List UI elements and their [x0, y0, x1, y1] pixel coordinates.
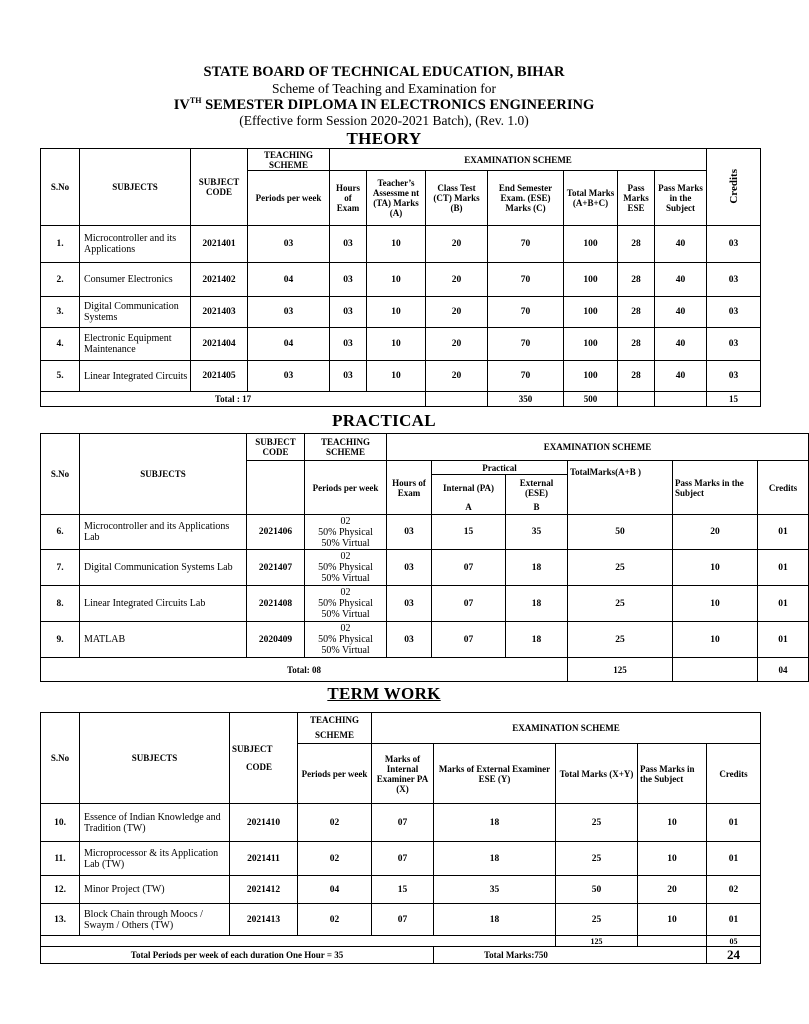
cell-pass: 20	[673, 515, 758, 550]
cell-internal: 07	[432, 586, 506, 622]
cell-code: 2021401	[191, 226, 248, 263]
teach-periods: 02	[340, 587, 351, 598]
cell-code: 2021413	[230, 904, 298, 936]
th-periods: Periods per week	[305, 461, 387, 515]
cell-credits: 03	[707, 263, 761, 297]
cell-credits: 01	[758, 622, 809, 658]
th-code	[230, 713, 298, 804]
cell-sno: 9.	[41, 622, 80, 658]
cell-pass: 10	[673, 586, 758, 622]
theory-title: THEORY	[346, 129, 422, 148]
total-ese: 350	[488, 392, 564, 407]
cell-external: 18	[506, 622, 568, 658]
cell-subject: Linear Integrated Circuits Lab	[80, 586, 247, 622]
th-exam: EXAMINATION SCHEME	[330, 149, 707, 171]
subtotal-credits: 05	[707, 936, 761, 947]
table-row	[41, 804, 761, 842]
cell-credits: 03	[707, 328, 761, 361]
cell-total: 25	[556, 842, 638, 876]
cell-pass: 20	[638, 876, 707, 904]
th-external-letter: B	[506, 501, 568, 515]
effective-session: (Effective form Session 2020-2021 Batch), (Rev. 1.0)	[239, 113, 529, 128]
cell-teaching	[305, 622, 387, 658]
th-credits: Credits	[707, 744, 761, 804]
th-internal-letter: A	[432, 501, 506, 515]
cell-pass-ese: 28	[618, 263, 655, 297]
cell-ese: 70	[488, 297, 564, 328]
cell-external: 18	[506, 550, 568, 586]
th-external: Marks of External Examiner ESE (Y)	[434, 744, 556, 804]
cell-external: 18	[434, 804, 556, 842]
th-pass-subj: Pass Marks in the Subject	[655, 171, 707, 226]
subtotal-pass	[638, 936, 707, 947]
cell-subject: Digital Communication Systems	[80, 297, 191, 328]
th-internal: Internal (PA)	[432, 475, 506, 501]
table-row	[41, 586, 809, 622]
cell-hours: 03	[330, 226, 367, 263]
cell-internal: 07	[372, 904, 434, 936]
cell-subject: Electronic Equipment Maintenance	[80, 328, 191, 361]
th-subjects: SUBJECTS	[80, 149, 191, 226]
subtotal-blank	[41, 936, 556, 947]
teach-periods: 02	[340, 515, 351, 527]
th-internal: Marks of Internal Examiner PA (X)	[372, 744, 434, 804]
teach-periods: 02	[340, 623, 351, 634]
cell-code: 2021406	[247, 515, 305, 550]
cell-subject: Microcontroller and its Applications	[80, 226, 191, 263]
cell-internal: 07	[432, 622, 506, 658]
cell-sno: 1.	[41, 226, 80, 263]
cell-code: 2021412	[230, 876, 298, 904]
th-exam: EXAMINATION SCHEME	[372, 713, 761, 744]
th-hours: Hours of Exam	[387, 461, 432, 515]
teach-physical: 50% Physical	[318, 526, 373, 538]
cell-pass-ese: 28	[618, 328, 655, 361]
cell-hours: 03	[330, 361, 367, 392]
cell-total: 50	[568, 515, 673, 550]
th-teaching-bottom: SCHEME	[298, 728, 372, 744]
th-teaching-top: TEACHING	[298, 713, 372, 728]
cell-sno: 3.	[41, 297, 80, 328]
cell-periods: 02	[298, 842, 372, 876]
cell-ta: 10	[367, 297, 426, 328]
board-title: STATE BOARD OF TECHNICAL EDUCATION, BIHAR	[203, 64, 565, 80]
cell-code: 2021404	[191, 328, 248, 361]
cell-hours: 03	[387, 550, 432, 586]
cell-ta: 10	[367, 328, 426, 361]
cell-total: 25	[568, 550, 673, 586]
cell-total: 25	[556, 904, 638, 936]
cell-subject: Microcontroller and its Applications Lab	[80, 515, 247, 550]
cell-periods: 04	[248, 328, 330, 361]
cell-periods: 04	[248, 263, 330, 297]
th-teaching: TEACHING SCHEME	[248, 149, 330, 171]
subtotal-marks: 125	[556, 936, 638, 947]
cell-hours: 03	[387, 515, 432, 550]
teach-physical: 50% Physical	[318, 598, 373, 609]
total-row	[41, 658, 809, 682]
cell-subject: Essence of Indian Knowledge and Tradition (TW)	[80, 804, 230, 842]
th-periods: Periods per week	[248, 171, 330, 226]
semester-superscript: TH	[189, 96, 202, 105]
cell-ta: 10	[367, 226, 426, 263]
th-ct: Class Test (CT) Marks (B)	[426, 171, 488, 226]
cell-total: 100	[564, 361, 618, 392]
cell-credits: 03	[707, 361, 761, 392]
teach-virtual: 50% Virtual	[321, 645, 370, 656]
practical-table	[40, 433, 809, 682]
th-sno: S.No	[41, 434, 80, 515]
cell-sno: 11.	[41, 842, 80, 876]
table-row	[41, 842, 761, 876]
teach-virtual: 50% Virtual	[321, 609, 370, 620]
th-credits	[707, 149, 761, 226]
cell-subject: Block Chain through Moocs / Swaym / Others (TW)	[80, 904, 230, 936]
cell-external: 18	[506, 586, 568, 622]
table-row	[41, 263, 761, 297]
cell-total: 100	[564, 297, 618, 328]
table-row	[41, 328, 761, 361]
cell-pass-ese: 28	[618, 361, 655, 392]
cell-subject: MATLAB	[80, 622, 247, 658]
cell-code: 2021405	[191, 361, 248, 392]
teach-virtual: 50% Virtual	[321, 537, 370, 549]
cell-total: 100	[564, 328, 618, 361]
th-code-top: SUBJECT	[232, 744, 273, 754]
cell-pass-ese: 28	[618, 297, 655, 328]
th-exam: EXAMINATION SCHEME	[387, 434, 809, 461]
th-total: Total Marks (A+B+C)	[564, 171, 618, 226]
th-practical: Practical	[432, 461, 568, 475]
cell-sno: 7.	[41, 550, 80, 586]
cell-internal: 15	[432, 515, 506, 550]
credits-label: Credits	[727, 168, 740, 204]
semester-title	[0, 96, 768, 114]
th-subjects: SUBJECTS	[80, 713, 230, 804]
cell-sno: 8.	[41, 586, 80, 622]
th-sno: S.No	[41, 149, 80, 226]
subtotal-row	[41, 936, 761, 947]
th-code: SUBJECT CODE	[247, 434, 305, 461]
cell-ct: 20	[426, 297, 488, 328]
cell-teaching	[305, 586, 387, 622]
cell-credits: 02	[707, 876, 761, 904]
th-sno: S.No	[41, 713, 80, 804]
cell-credits: 03	[707, 226, 761, 263]
cell-code: 2021410	[230, 804, 298, 842]
cell-pass: 10	[673, 622, 758, 658]
table-row	[41, 361, 761, 392]
th-teaching: TEACHING SCHEME	[305, 434, 387, 461]
table-row	[41, 622, 809, 658]
cell-pass-subj: 40	[655, 361, 707, 392]
cell-sno: 6.	[41, 515, 80, 550]
total-row	[41, 392, 761, 407]
th-pass-ese: Pass Marks ESE	[618, 171, 655, 226]
cell-subject: Digital Communication Systems Lab	[80, 550, 247, 586]
cell-ese: 70	[488, 361, 564, 392]
cell-credits: 01	[707, 904, 761, 936]
cell-credits: 03	[707, 297, 761, 328]
cell-subject: Microprocessor & its Application Lab (TW)	[80, 842, 230, 876]
cell-ta: 10	[367, 263, 426, 297]
cell-total: 25	[568, 622, 673, 658]
cell-total: 25	[568, 586, 673, 622]
cell-internal: 15	[372, 876, 434, 904]
th-periods: Periods per week	[298, 744, 372, 804]
th-pass: Pass Marks in the Subject	[638, 744, 707, 804]
th-ta: Teacher’s Assessme nt (TA) Marks (A)	[367, 171, 426, 226]
th-ese: End Semester Exam. (ESE) Marks (C)	[488, 171, 564, 226]
cell-pass: 10	[638, 904, 707, 936]
cell-code: 2021407	[247, 550, 305, 586]
cell-code: 2021411	[230, 842, 298, 876]
total-label: Total : 17	[41, 392, 426, 407]
table-row	[41, 550, 809, 586]
cell-subject: Linear Integrated Circuits	[80, 361, 191, 392]
cell-subject: Minor Project (TW)	[80, 876, 230, 904]
cell-sno: 5.	[41, 361, 80, 392]
th-code-bottom: CODE	[246, 762, 273, 772]
cell-credits: 01	[758, 586, 809, 622]
cell-code: 2021402	[191, 263, 248, 297]
cell-ese: 70	[488, 226, 564, 263]
cell-total: 25	[556, 804, 638, 842]
cell-teaching	[305, 515, 387, 550]
grand-total-credits: 24	[707, 947, 761, 964]
cell-pass: 10	[638, 842, 707, 876]
cell-ct: 20	[426, 263, 488, 297]
cell-pass-subj: 40	[655, 297, 707, 328]
cell-pass-ese: 28	[618, 226, 655, 263]
total-ct	[426, 392, 488, 407]
cell-ct: 20	[426, 328, 488, 361]
cell-external: 18	[434, 842, 556, 876]
grand-total-row	[41, 947, 761, 964]
th-code: SUBJECT CODE	[191, 149, 248, 226]
cell-hours: 03	[330, 263, 367, 297]
teach-periods: 02	[340, 551, 351, 562]
teach-virtual: 50% Virtual	[321, 573, 370, 584]
table-row	[41, 904, 761, 936]
th-total: Total Marks (X+Y)	[556, 744, 638, 804]
cell-ct: 20	[426, 361, 488, 392]
cell-code: 2021403	[191, 297, 248, 328]
th-code-blank	[247, 461, 305, 515]
cell-external: 35	[434, 876, 556, 904]
cell-ct: 20	[426, 226, 488, 263]
cell-pass-subj: 40	[655, 328, 707, 361]
scheme-subtitle: Scheme of Teaching and Examination for	[271, 81, 497, 96]
cell-ese: 70	[488, 263, 564, 297]
cell-sno: 12.	[41, 876, 80, 904]
th-subjects: SUBJECTS	[80, 434, 247, 515]
th-total: TotalMarks(A+B )	[568, 461, 673, 515]
cell-pass: 10	[638, 804, 707, 842]
teach-physical: 50% Physical	[318, 562, 373, 573]
cell-hours: 03	[330, 297, 367, 328]
cell-internal: 07	[432, 550, 506, 586]
cell-periods: 03	[248, 226, 330, 263]
table-row	[41, 876, 761, 904]
cell-total: 100	[564, 226, 618, 263]
cell-sno: 4.	[41, 328, 80, 361]
cell-pass-subj: 40	[655, 263, 707, 297]
termwork-table	[40, 712, 761, 964]
teach-physical: 50% Physical	[318, 634, 373, 645]
cell-hours: 03	[387, 586, 432, 622]
th-external: External (ESE)	[506, 475, 568, 501]
cell-sno: 10.	[41, 804, 80, 842]
semester-rest: SEMESTER DIPLOMA IN ELECTRONICS ENGINEERING	[201, 96, 595, 113]
cell-credits: 01	[707, 804, 761, 842]
total-pass-ese	[618, 392, 655, 407]
grand-total-marks: Total Marks:750	[434, 947, 707, 964]
table-row	[41, 515, 809, 550]
cell-periods: 03	[248, 297, 330, 328]
cell-credits: 01	[758, 550, 809, 586]
semester-prefix: IV	[173, 96, 190, 113]
cell-hours: 03	[387, 622, 432, 658]
cell-credits: 01	[707, 842, 761, 876]
cell-periods: 02	[298, 804, 372, 842]
practical-title: PRACTICAL	[332, 411, 436, 430]
table-row	[41, 297, 761, 328]
cell-ta: 10	[367, 361, 426, 392]
cell-sno: 2.	[41, 263, 80, 297]
total-marks: 125	[568, 658, 673, 682]
cell-pass: 10	[673, 550, 758, 586]
theory-table	[40, 148, 761, 407]
cell-subject: Consumer Electronics	[80, 263, 191, 297]
cell-hours: 03	[330, 328, 367, 361]
cell-code: 2021408	[247, 586, 305, 622]
th-pass: Pass Marks in the Subject	[673, 461, 758, 515]
cell-code: 2020409	[247, 622, 305, 658]
cell-pass-subj: 40	[655, 226, 707, 263]
cell-teaching	[305, 550, 387, 586]
termwork-title: TERM WORK	[327, 684, 441, 703]
cell-ese: 70	[488, 328, 564, 361]
total-credits: 15	[707, 392, 761, 407]
cell-credits: 01	[758, 515, 809, 550]
total-credits: 04	[758, 658, 809, 682]
cell-external: 18	[434, 904, 556, 936]
cell-total: 100	[564, 263, 618, 297]
cell-external: 35	[506, 515, 568, 550]
cell-sno: 13.	[41, 904, 80, 936]
grand-total-label: Total Periods per week of each duration One Hour = 35	[41, 947, 434, 964]
total-pass	[673, 658, 758, 682]
cell-periods: 02	[298, 904, 372, 936]
th-hours: Hours of Exam	[330, 171, 367, 226]
total-label: Total: 08	[41, 658, 568, 682]
table-row	[41, 226, 761, 263]
total-marks: 500	[564, 392, 618, 407]
cell-internal: 07	[372, 842, 434, 876]
cell-internal: 07	[372, 804, 434, 842]
cell-periods: 04	[298, 876, 372, 904]
cell-total: 50	[556, 876, 638, 904]
total-pass-subj	[655, 392, 707, 407]
th-credits: Credits	[758, 461, 809, 515]
cell-periods: 03	[248, 361, 330, 392]
